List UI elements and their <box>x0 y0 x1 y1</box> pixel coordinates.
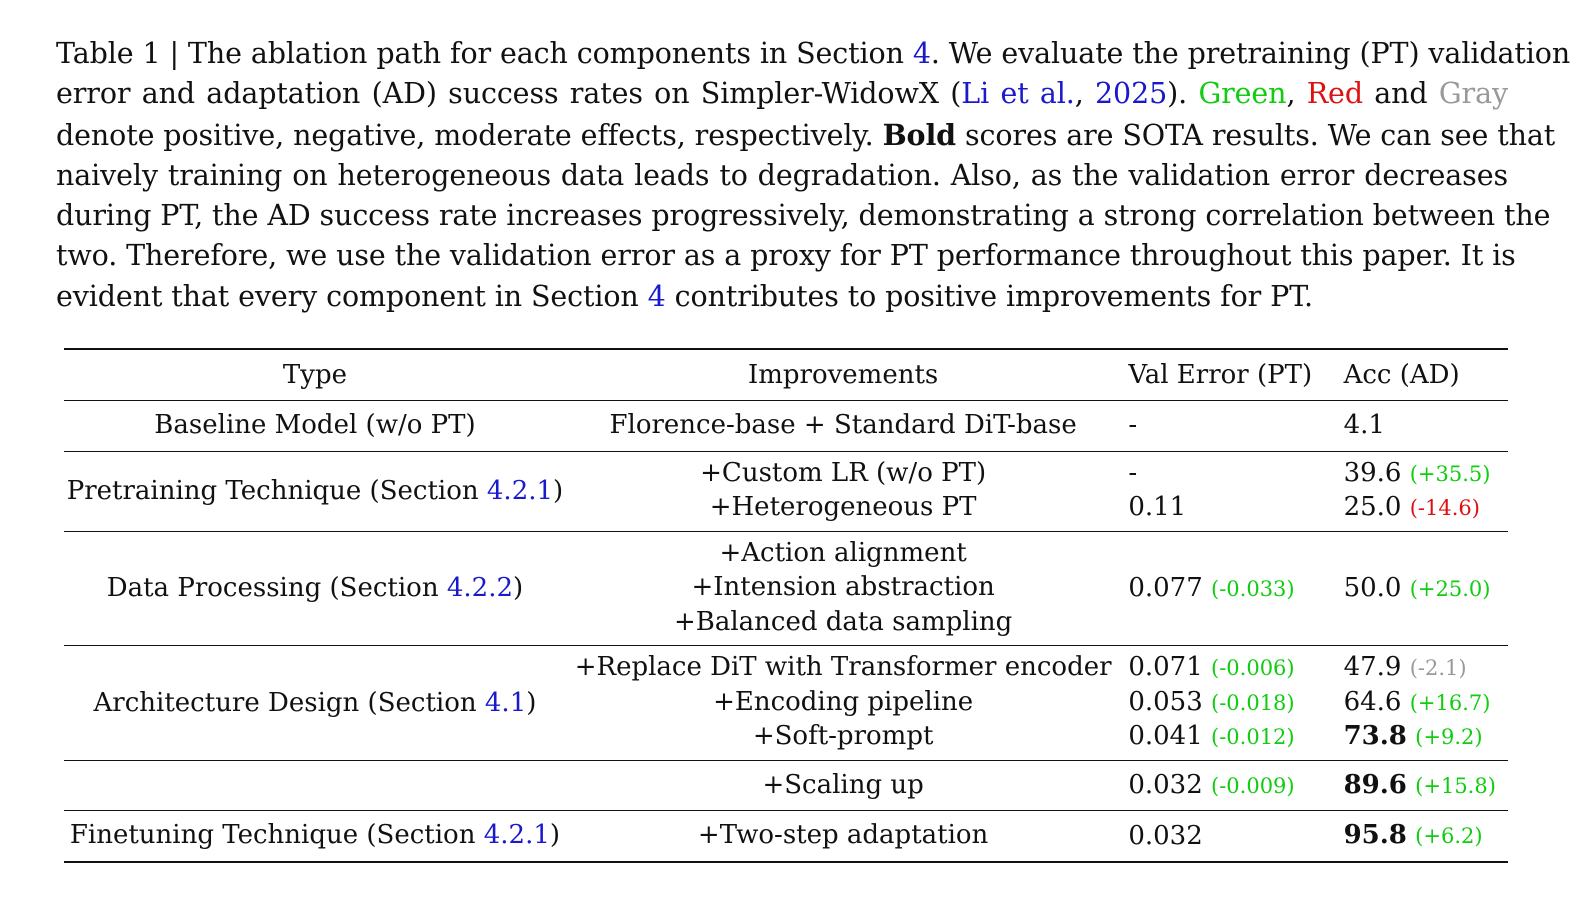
val-error-delta: (-0.009) <box>1211 773 1295 798</box>
header-acc: Acc (AD) <box>1336 349 1508 401</box>
caption-text: . We evaluate the pretraining (PT) validation <box>930 37 1571 70</box>
acc-delta: (+6.2) <box>1415 824 1483 848</box>
type-label: Finetuning Technique (Section <box>69 820 484 850</box>
section-4-2-1-link[interactable]: 4.2.1 <box>483 820 550 850</box>
acc-value: 64.6 <box>1343 686 1402 717</box>
val-error-value: 0.077 <box>1128 572 1203 603</box>
val-error-line <box>1128 685 1335 720</box>
val-error-value: 0.053 <box>1128 686 1203 717</box>
type-cell <box>64 760 566 811</box>
header-type: Type <box>64 349 566 401</box>
acc-cell <box>1336 760 1508 811</box>
section-4-1-link[interactable]: 4.1 <box>484 687 527 718</box>
type-cell <box>64 451 566 531</box>
improvement-text: +Custom LR (w/o PT) <box>700 457 987 488</box>
val-error-value: 0.041 <box>1128 721 1203 751</box>
caption-text: contributes to positive improvements for PT. <box>665 279 1313 313</box>
acc-delta: (+16.7) <box>1409 690 1491 715</box>
acc-value: 47.9 <box>1343 652 1402 682</box>
val-error-delta: (-0.033) <box>1211 576 1295 601</box>
acc-value-sota: 73.8 <box>1343 721 1407 751</box>
legend-bold-word: Bold <box>882 117 957 152</box>
val-error-value: 0.032 <box>1128 820 1203 851</box>
val-error-cell <box>1120 531 1335 646</box>
acc-value: 25.0 <box>1343 492 1402 522</box>
type-label: Architecture Design (Section <box>93 687 485 718</box>
acc-delta: (+25.0) <box>1409 576 1491 601</box>
table-row-data-processing <box>64 531 1508 646</box>
val-error-delta: (-0.006) <box>1211 656 1295 680</box>
acc-line <box>1344 719 1508 754</box>
section-4-link[interactable]: 4 <box>912 37 931 70</box>
caption-text: denote positive, negative, moderate effects, respectively. <box>56 118 883 152</box>
type-label-close: ) <box>553 475 564 506</box>
improvement-cell <box>566 451 1120 531</box>
improvement-cell <box>566 646 1120 761</box>
val-error-value: - <box>1128 457 1138 488</box>
table-caption <box>56 34 1571 317</box>
caption-line-4: naively training on heterogeneous data leads to degradation. Also, as the validation error decreases <box>56 158 1508 192</box>
legend-red-word: Red <box>1306 77 1363 111</box>
improvement-text: +Encoding pipeline <box>713 686 974 717</box>
caption-line-2 <box>56 74 1508 114</box>
acc-value: 39.6 <box>1343 457 1402 488</box>
improvement-cell <box>566 811 1120 862</box>
table-row-scaling <box>64 760 1508 811</box>
legend-green-word: Green <box>1198 77 1287 111</box>
type-label-close: ) <box>526 687 537 718</box>
table-row-architecture <box>64 646 1508 761</box>
val-error-cell <box>1120 401 1335 452</box>
section-4-2-1-link[interactable]: 4.2.1 <box>486 475 554 506</box>
caption-text: , <box>1286 77 1307 111</box>
caption-text: scores are SOTA results. We can see that <box>956 118 1556 152</box>
caption-line-1 <box>56 34 1571 74</box>
type-cell <box>64 531 566 646</box>
acc-cell <box>1336 646 1508 761</box>
citation-year-link[interactable]: 2025 <box>1095 77 1168 111</box>
improvement-text: Florence-base + Standard DiT-base <box>609 410 1077 440</box>
ablation-table <box>64 348 1508 863</box>
improvement-text: +Balanced data sampling <box>673 606 1013 637</box>
acc-delta: (-14.6) <box>1409 496 1480 520</box>
acc-line <box>1344 456 1508 491</box>
acc-value: 4.1 <box>1343 410 1385 440</box>
val-error-cell <box>1120 646 1335 761</box>
caption-text: ). <box>1167 77 1199 111</box>
citation-author-link[interactable]: Li et al. <box>961 77 1075 111</box>
section-4-link[interactable]: 4 <box>647 279 666 313</box>
improvement-cell <box>566 760 1120 811</box>
caption-line-6: two. Therefore, we use the validation error as a proxy for PT performance throughout this paper. It is <box>56 239 1516 273</box>
improvement-text: +Scaling up <box>762 769 924 800</box>
type-cell <box>64 401 566 452</box>
section-4-2-2-link[interactable]: 4.2.2 <box>446 573 513 603</box>
table-row-baseline <box>64 401 1508 452</box>
caption-text: and <box>1362 77 1439 111</box>
type-label: Pretraining Technique (Section <box>66 475 487 506</box>
acc-delta: (+9.2) <box>1415 725 1483 749</box>
header-improvements: Improvements <box>566 349 1120 401</box>
val-error-value: 0.032 <box>1128 769 1203 800</box>
val-error-line <box>1128 650 1335 685</box>
improvement-cell <box>566 401 1120 452</box>
legend-gray-word: Gray <box>1438 77 1508 111</box>
acc-line <box>1344 685 1508 720</box>
type-label-close: ) <box>549 820 561 850</box>
type-label-close: ) <box>513 573 524 603</box>
improvement-text: +Two-step adaptation <box>697 820 989 850</box>
acc-delta: (-2.1) <box>1409 656 1467 680</box>
caption-line-7 <box>56 277 1508 317</box>
acc-cell <box>1336 401 1508 452</box>
caption-text: , <box>1074 77 1096 111</box>
improvement-text: +Action alignment <box>719 537 967 568</box>
acc-cell <box>1336 811 1508 862</box>
val-error-cell <box>1120 451 1335 531</box>
improvement-cell <box>566 531 1120 646</box>
caption-line-3 <box>56 115 1556 156</box>
table-row-pretraining <box>64 451 1508 531</box>
caption-text: error and adaptation (AD) success rates on Simpler-WidowX ( <box>56 77 962 111</box>
val-error-value: 0.071 <box>1128 652 1203 682</box>
caption-text: evident that every component in Section <box>56 279 648 313</box>
table-header-row <box>64 349 1508 401</box>
acc-cell <box>1336 451 1508 531</box>
val-error-delta: (-0.012) <box>1211 725 1295 749</box>
improvement-text: +Heterogeneous PT <box>709 492 977 522</box>
improvement-text: +Replace DiT with Transformer encoder <box>574 652 1112 682</box>
type-cell <box>64 811 566 862</box>
type-label: Baseline Model (w/o PT) <box>154 410 476 440</box>
improvement-text: +Intension abstraction <box>691 572 995 602</box>
type-label-line <box>64 818 566 853</box>
acc-value: 50.0 <box>1343 572 1402 603</box>
acc-line <box>1344 490 1508 525</box>
acc-value-sota: 95.8 <box>1343 820 1407 850</box>
caption-text: Table 1 | The ablation path for each components in Section <box>56 37 913 70</box>
val-error-value: 0.11 <box>1128 492 1187 522</box>
acc-value-sota: 89.6 <box>1343 769 1407 800</box>
header-val-error: Val Error (PT) <box>1120 349 1335 401</box>
val-error-cell <box>1120 811 1335 862</box>
type-cell <box>64 646 566 761</box>
acc-cell <box>1336 531 1508 646</box>
val-error-value: - <box>1128 410 1138 440</box>
val-error-delta: (-0.018) <box>1211 690 1295 715</box>
table-row-finetuning <box>64 811 1508 862</box>
val-error-line <box>1128 719 1335 754</box>
acc-delta: (+35.5) <box>1409 461 1491 486</box>
acc-line <box>1344 650 1508 685</box>
caption-line-5: during PT, the AD success rate increases progressively, demonstrating a strong correlation between the <box>56 199 1551 233</box>
improvement-text: +Soft-prompt <box>752 721 934 751</box>
val-error-cell <box>1120 760 1335 811</box>
acc-delta: (+15.8) <box>1415 773 1496 798</box>
type-label: Data Processing (Section <box>106 573 447 603</box>
